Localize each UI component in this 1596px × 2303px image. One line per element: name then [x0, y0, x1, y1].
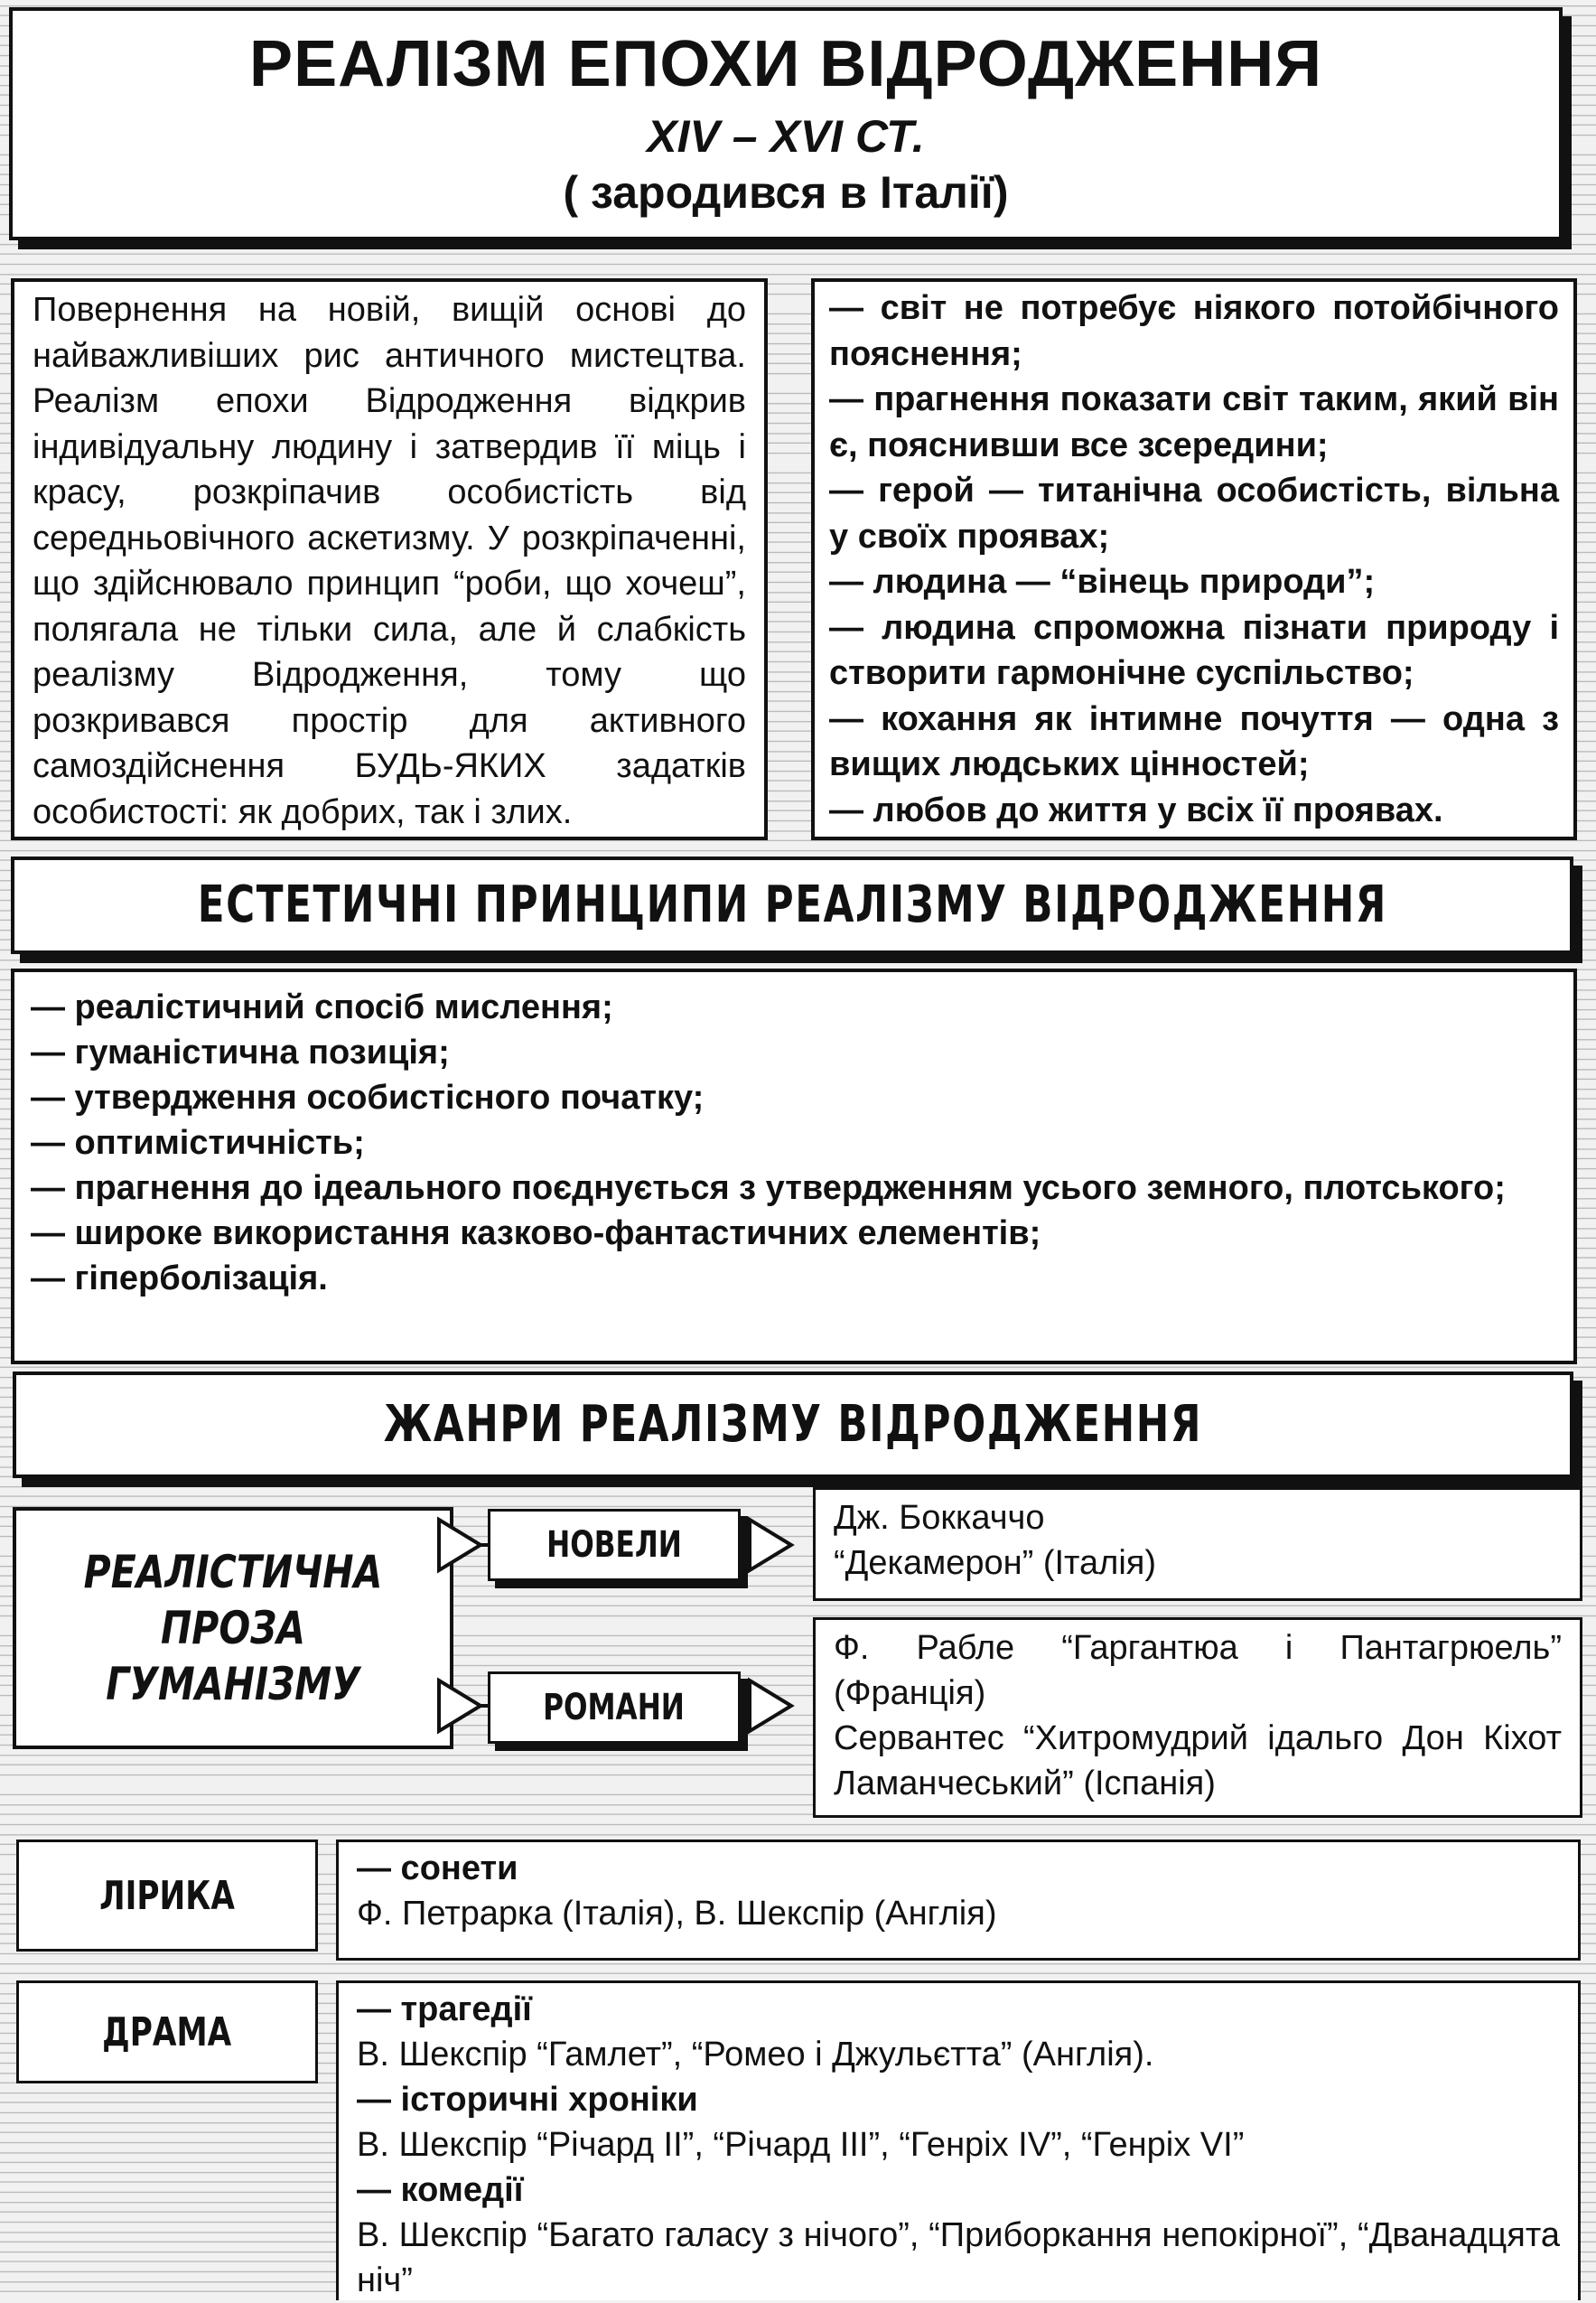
- principle-item: — оптимістичність;: [31, 1124, 365, 1162]
- feature-item: — герой — титанічна особистість, вільна у своїх проявах;: [829, 472, 1559, 556]
- principle-item: — утвердження особистісного початку;: [31, 1079, 705, 1117]
- novels-line: Дж. Боккаччо: [834, 1499, 1045, 1537]
- feature-item: — людина — “вінець природи”;: [829, 563, 1376, 601]
- romans-line: Ф. Рабле “Гаргантюа і Пантагрюель” (Франція): [834, 1629, 1562, 1712]
- principle-item: — гуманістична позиція;: [31, 1034, 450, 1072]
- novels-label-box: [488, 1509, 741, 1581]
- intro-features-box: [811, 278, 1577, 840]
- lyric-type: — сонети: [357, 1849, 518, 1887]
- novels-label: НОВЕЛИ: [546, 1524, 682, 1566]
- arrow-right-icon: [439, 1520, 481, 1570]
- drama-works-box: [336, 1980, 1581, 2300]
- prose-label-box: [13, 1507, 453, 1749]
- aesthetics-heading: ЕСТЕТИЧНІ ПРИНЦИПИ РЕАЛІЗМУ ВІДРОДЖЕННЯ: [197, 875, 1387, 934]
- romans-works-box: [813, 1617, 1582, 1818]
- feature-item: — кохання як інтимне почуття — одна з вищих людських цінностей;: [829, 699, 1559, 783]
- aesthetics-heading-box: [11, 857, 1573, 954]
- novels-line: “Декамерон” (Італія): [834, 1544, 1157, 1582]
- aesthetics-principles-box: [11, 969, 1577, 1364]
- novels-works-box: [813, 1487, 1582, 1601]
- tragedy-works: В. Шекспір “Гамлет”, “Ромео і Джульєтта” (Англія).: [357, 2036, 1154, 2074]
- feature-item: — любов до життя у всіх її проявах.: [829, 791, 1443, 829]
- principle-item: — прагнення до ідеального поєднується з утвердженням усього земного, плотського;: [31, 1169, 1506, 1207]
- prose-label-line: ПРОЗА ГУМАНІЗМУ: [106, 1602, 360, 1710]
- chronicle-works: В. Шекспір “Річард ІІ”, “Річард ІІІ”, “Генріх IV”, “Генріх VI”: [357, 2126, 1245, 2164]
- intro-description-box: [11, 278, 768, 840]
- comedy-works: В. Шекспір “Багато галасу з нічого”, “Приборкання непокірної”, “Дванадцята ніч”: [357, 2216, 1560, 2299]
- romans-label: РОМАНИ: [543, 1687, 686, 1728]
- romans-line: Сервантес “Хитромудрий ідальго Дон Кіхот Ламанчеський” (Іспанія): [834, 1719, 1562, 1802]
- lyric-works-box: [336, 1840, 1581, 1961]
- genres-heading: ЖАНРИ РЕАЛІЗМУ ВІДРОДЖЕННЯ: [383, 1395, 1203, 1454]
- principle-item: — широке використання казково-фантастичних елементів;: [31, 1214, 1041, 1252]
- tragedy-heading: — трагедії: [357, 1990, 532, 2028]
- principle-item: — гіперболізація.: [31, 1259, 328, 1297]
- period-subtitle: XIV – XVI СТ.: [647, 111, 925, 162]
- principle-item: — реалістичний спосіб мислення;: [31, 988, 613, 1026]
- romans-label-box: [488, 1671, 741, 1744]
- genres-heading-box: [13, 1372, 1573, 1478]
- lyric-label-box: [16, 1840, 318, 1952]
- comedy-heading: — комедії: [357, 2171, 524, 2209]
- lyric-authors: Ф. Петрарка (Італія), В. Шекспір (Англія): [357, 1895, 997, 1933]
- drama-label: ДРАМА: [102, 2008, 232, 2055]
- lyric-label: ЛІРИКА: [99, 1872, 235, 1919]
- chronicle-heading: — історичні хроніки: [357, 2081, 698, 2119]
- title-block: [9, 7, 1563, 240]
- drama-label-box: [16, 1980, 318, 2083]
- prose-label: [55, 1544, 411, 1712]
- prose-label-line: РЕАЛІСТИЧНА: [83, 1546, 383, 1598]
- feature-item: — людина спроможна пізнати природу і створити гармонічне суспільство;: [829, 608, 1559, 692]
- arrow-right-icon: [750, 1680, 791, 1731]
- intro-description: Повернення на новій, вищій основі до найважливіших рис античного мистецтва. Реалізм епохи Відродження відкрив індивідуальну людину і затвердив її міць і красу, розкріпачив особистість від середньовічного аскетизму. У розкріпаченні, що здійснювало принцип “роби, що хочеш”, полягала не тільки сила, але й слабкість реалізму Відродження, тому що розкривався простір для активного самоздійснення БУДЬ-ЯКИХ задатків особистості: як добрих, так і злих.: [33, 291, 746, 831]
- arrow-right-icon: [439, 1680, 481, 1731]
- origin-subtitle: ( зародився в Італії): [563, 167, 1009, 218]
- page-title: РЕАЛІЗМ ЕПОХИ ВІДРОДЖЕННЯ: [249, 28, 1322, 100]
- feature-item: — прагнення показати світ таким, який він є, пояснивши все зсередини;: [829, 380, 1559, 464]
- feature-item: — світ не потребує ніякого потойбічного пояснення;: [829, 289, 1559, 373]
- arrow-right-icon: [750, 1520, 791, 1570]
